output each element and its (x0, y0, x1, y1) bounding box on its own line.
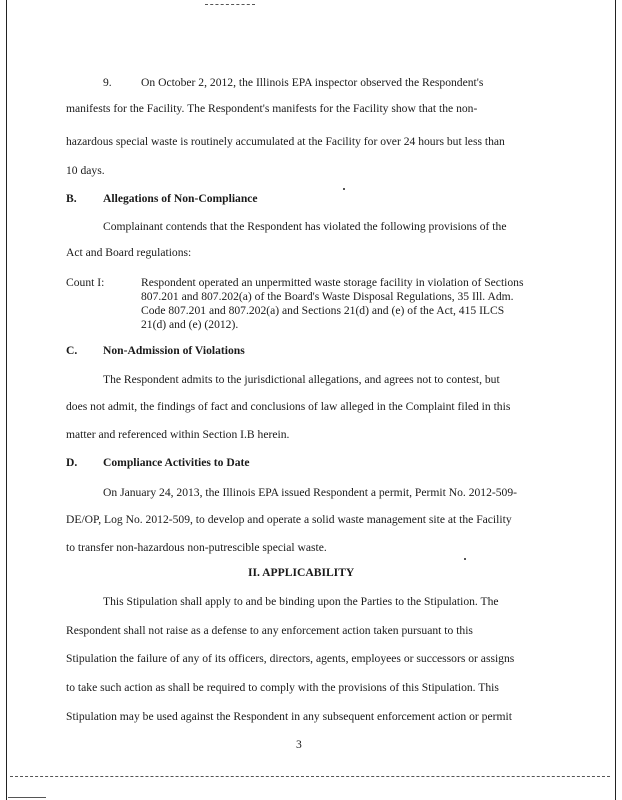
text-line: Code 807.201 and 807.202(a) and Sections 21(d) and (e) of the Act, 415 ILCS (141, 304, 505, 317)
bottom-scan-mark (8, 797, 46, 798)
text-line: Respondent operated an unpermitted waste storage facility in violation of Sections (141, 276, 524, 289)
text-line: Act and Board regulations: (66, 246, 192, 259)
page-number: 3 (296, 738, 302, 751)
text-line: Complainant contends that the Respondent has violated the following provisions of the (103, 220, 507, 233)
section-heading: Allegations of Non-Compliance (103, 192, 258, 205)
top-scan-mark (205, 4, 255, 5)
text-line: hazardous special waste is routinely accumulated at the Facility for over 24 hours but less than (66, 135, 505, 148)
text-line: This Stipulation shall apply to and be binding upon the Parties to the Stipulation. The (103, 595, 499, 608)
section-letter: C. (66, 344, 78, 357)
count-label: Count I: (66, 276, 105, 289)
text-line: The Respondent admits to the jurisdictional allegations, and agrees not to contest, but (103, 373, 500, 386)
section-letter: D. (66, 456, 78, 469)
text-line: manifests for the Facility. The Respondent's manifests for the Facility show that the non- (66, 102, 478, 115)
section-letter: B. (66, 192, 77, 205)
scan-speck (464, 558, 466, 560)
text-line: matter and referenced within Section I.B herein. (66, 428, 290, 441)
text-line: Respondent shall not raise as a defense to any enforcement action taken pursuant to this (66, 624, 473, 637)
section-heading: Compliance Activities to Date (103, 456, 250, 469)
text-line: 807.201 and 807.202(a) of the Board's Waste Disposal Regulations, 35 Ill. Adm. (141, 290, 514, 303)
page-left-border (6, 0, 7, 800)
section-heading: II. APPLICABILITY (248, 566, 355, 579)
footer-dashed-rule (10, 776, 610, 777)
text-line: DE/OP, Log No. 2012-509, to develop and operate a solid waste management site at the Facility (66, 513, 512, 526)
text-line: 21(d) and (e) (2012). (141, 318, 239, 331)
text-line: 10 days. (66, 164, 105, 177)
text-line: On October 2, 2012, the Illinois EPA inspector observed the Respondent's (141, 76, 484, 89)
section-heading: Non-Admission of Violations (103, 344, 245, 357)
text-line: Stipulation may be used against the Respondent in any subsequent enforcement action or permit (66, 710, 512, 723)
text-line: to take such action as shall be required to comply with the provisions of this Stipulation. This (66, 681, 499, 694)
text-line: does not admit, the findings of fact and conclusions of law alleged in the Complaint filed in this (66, 400, 511, 413)
text-line: On January 24, 2013, the Illinois EPA issued Respondent a permit, Permit No. 2012-509- (103, 486, 518, 499)
paragraph-number: 9. (103, 76, 112, 89)
page-right-border (615, 0, 616, 800)
text-line: Stipulation the failure of any of its officers, directors, agents, employees or successors or assigns (66, 652, 515, 665)
text-line: to transfer non-hazardous non-putrescible special waste. (66, 541, 327, 554)
scan-speck (343, 188, 345, 190)
